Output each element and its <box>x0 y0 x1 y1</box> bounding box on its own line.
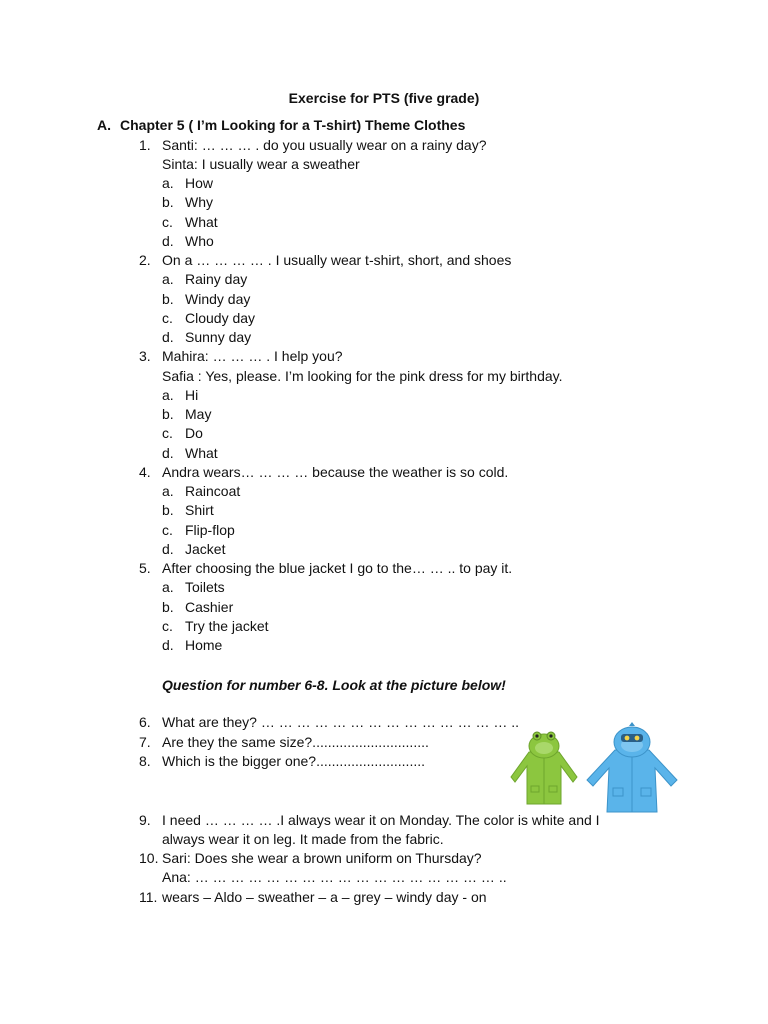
question-text: Mahira: … … … . I help you? <box>162 348 343 364</box>
picture-instruction: Question for number 6-8. Look at the picture below! <box>162 677 506 693</box>
option-letter: c. <box>162 522 173 538</box>
question-text: Santi: … … … . do you usually wear on a rainy day? <box>162 137 487 153</box>
question-number: 10. <box>139 850 159 866</box>
question-number: 4. <box>139 464 151 480</box>
question-text: I need … … … … .I always wear it on Monday. The color is white and I <box>162 812 600 828</box>
option-letter: d. <box>162 541 174 557</box>
option-text: Sunny day <box>185 329 252 345</box>
option-text: Do <box>185 425 203 441</box>
question-text: What are they? … … … … … … … … … … … … … … .. <box>162 714 520 730</box>
option-text: Hi <box>185 387 199 403</box>
option-letter: c. <box>162 618 173 634</box>
question-number: 9. <box>139 812 151 828</box>
option-text: Cashier <box>185 599 234 615</box>
question-text: Andra wears… … … … because the weather is so cold. <box>162 464 509 480</box>
question-text: Ana: … … … … … … … … … … … … … … … … … .. <box>162 869 507 885</box>
question-text: always wear it on leg. It made from the fabric. <box>162 831 444 847</box>
option-text: How <box>185 175 214 191</box>
option-text: What <box>185 214 218 230</box>
page-title: Exercise for PTS (five grade) <box>288 90 480 106</box>
question-number: 2. <box>139 252 151 268</box>
option-letter: d. <box>162 233 174 249</box>
option-letter: b. <box>162 406 174 422</box>
option-text: Shirt <box>185 502 214 518</box>
question-text: Safia : Yes, please. I’m looking for the pink dress for my birthday. <box>162 368 563 384</box>
option-letter: d. <box>162 637 174 653</box>
option-letter: d. <box>162 329 174 345</box>
option-letter: a. <box>162 175 174 191</box>
option-text: Cloudy day <box>185 310 256 326</box>
option-text: Home <box>185 637 223 653</box>
option-letter: a. <box>162 579 174 595</box>
question-number: 1. <box>139 137 151 153</box>
option-text: Raincoat <box>185 483 241 499</box>
raincoats-picture <box>503 722 683 814</box>
option-text: Flip-flop <box>185 522 235 538</box>
option-letter: b. <box>162 291 174 307</box>
option-letter: b. <box>162 599 174 615</box>
section-a-heading: Chapter 5 ( I’m Looking for a T-shirt) Theme Clothes <box>120 117 466 133</box>
question-number: 6. <box>139 714 151 730</box>
option-letter: c. <box>162 425 173 441</box>
option-letter: b. <box>162 502 174 518</box>
question-text: wears – Aldo – sweather – a – grey – windy day - on <box>162 889 487 905</box>
question-text: Are they the same size?.............................. <box>162 734 429 750</box>
question-text: Which is the bigger one?............................ <box>162 753 425 769</box>
option-text: May <box>185 406 212 422</box>
question-number: 3. <box>139 348 151 364</box>
option-letter: a. <box>162 483 174 499</box>
option-letter: c. <box>162 310 173 326</box>
option-letter: d. <box>162 445 174 461</box>
question-text: After choosing the blue jacket I go to the… … .. to pay it. <box>162 560 513 576</box>
question-text: Sari: Does she wear a brown uniform on Thursday? <box>162 850 482 866</box>
question-number: 7. <box>139 734 151 750</box>
option-text: Windy day <box>185 291 251 307</box>
question-number: 5. <box>139 560 151 576</box>
option-letter: b. <box>162 194 174 210</box>
green-raincoat-image <box>511 732 577 804</box>
option-letter: c. <box>162 214 173 230</box>
blue-raincoat-image <box>587 722 677 812</box>
option-text: Jacket <box>185 541 226 557</box>
question-number: 8. <box>139 753 151 769</box>
option-letter: a. <box>162 271 174 287</box>
option-text: Toilets <box>185 579 225 595</box>
question-text: Sinta: I usually wear a sweather <box>162 156 360 172</box>
option-text: Rainy day <box>185 271 248 287</box>
section-a-label: A. <box>97 117 111 133</box>
option-letter: a. <box>162 387 174 403</box>
question-text: On a … … … … . I usually wear t-shirt, short, and shoes <box>162 252 512 268</box>
option-text: What <box>185 445 218 461</box>
option-text: Why <box>185 194 213 210</box>
option-text: Try the jacket <box>185 618 269 634</box>
option-text: Who <box>185 233 214 249</box>
question-number: 11. <box>139 889 158 905</box>
